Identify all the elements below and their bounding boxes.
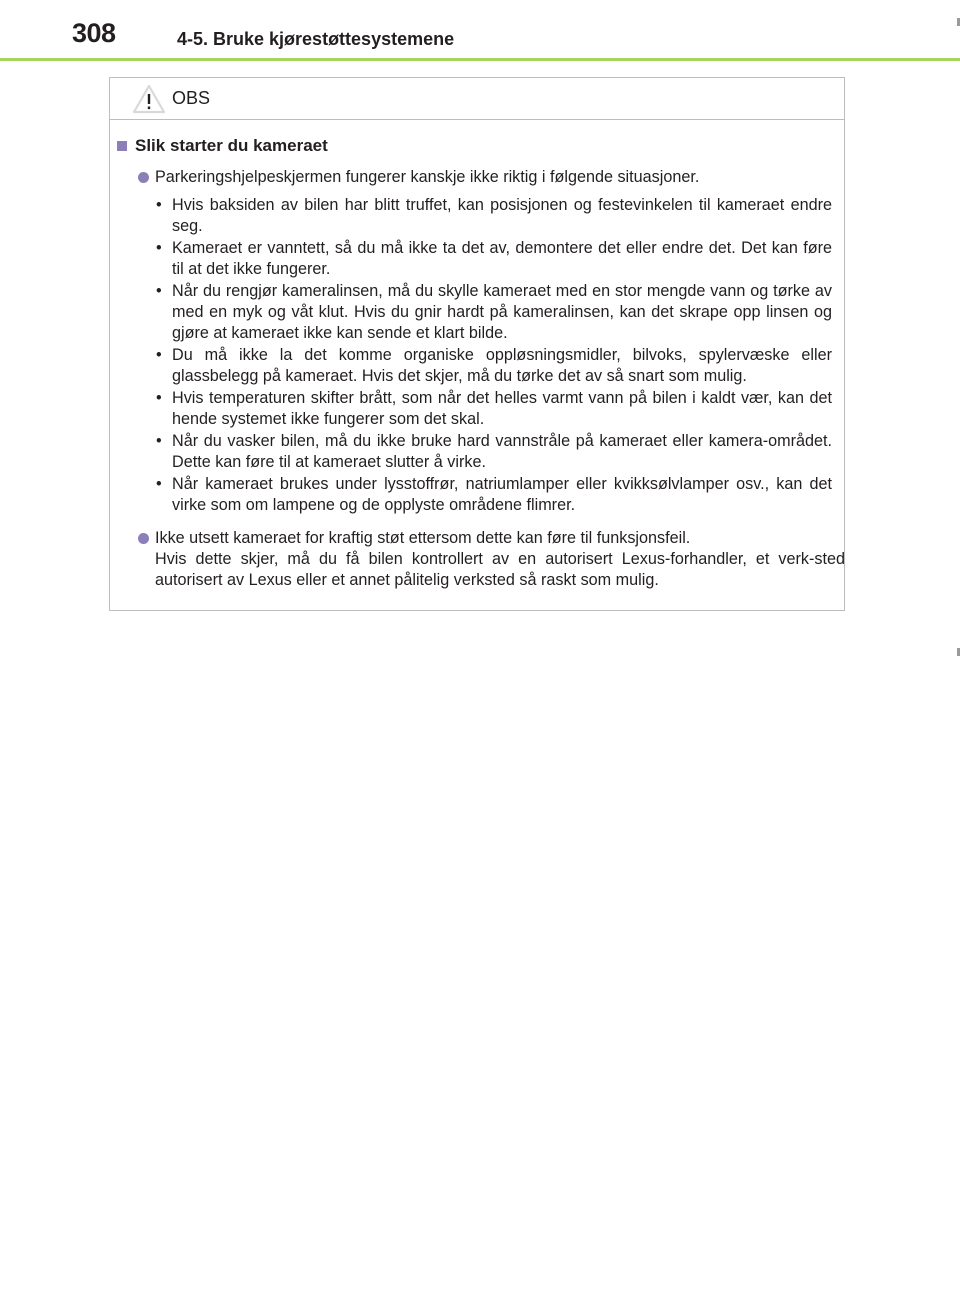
- final-paragraph-line1: Ikke utsett kameraet for kraftig støt ettersom dette kan føre til funksjonsfeil.: [155, 529, 691, 547]
- list-item: [152, 281, 832, 344]
- warning-triangle-icon: [132, 84, 166, 114]
- list-item-text: Når du rengjør kameralinsen, må du skylle kameraet med en stor mengde vann og tørke av med en myk og våt klut. Hvis du gnir hardt på kameralinsen, kan det skrape opp linsen og gjøre at kameraet ikke kan sende et klart bilde.: [172, 282, 832, 342]
- list-item: [152, 195, 832, 237]
- list-item: [152, 345, 832, 387]
- square-bullet-icon: [117, 141, 127, 151]
- page-header: [0, 0, 960, 62]
- caution-subheading: [116, 136, 328, 156]
- subheading-text: Slik starter du kameraet: [135, 136, 328, 155]
- final-paragraph: [155, 528, 845, 591]
- bullet-dot: •: [156, 346, 162, 364]
- list-item: [152, 388, 832, 430]
- section-title: 4-5. Bruke kjørestøttesystemene: [177, 29, 455, 49]
- list-item: [152, 474, 832, 516]
- caution-box: [109, 77, 845, 611]
- bullet-dot: •: [156, 282, 162, 300]
- intro-paragraph: Parkeringshjelpeskjermen fungerer kanskje ikke riktig i følgende situasjoner.: [155, 168, 700, 186]
- page-number: 308: [72, 18, 116, 48]
- list-item-text: Kameraet er vanntett, så du må ikke ta det av, demontere det eller endre det. Det kan føre til at det ikke fungerer.: [172, 239, 832, 278]
- list-item-text: Hvis temperaturen skifter brått, som når det helles varmt vann på bilen i kaldt vær, kan det hende systemet ikke fungerer som det skal.: [172, 389, 832, 428]
- list-item-text: Når du vasker bilen, må du ikke bruke hard vannstråle på kameraet eller kamera-området. Dette kan føre til at kameraet slutter å virke.: [172, 432, 832, 471]
- round-bullet-icon: [138, 533, 149, 544]
- caution-label: OBS: [172, 88, 211, 108]
- bullet-dot: •: [156, 196, 162, 214]
- list-item: [152, 431, 832, 473]
- bullet-dot: •: [156, 432, 162, 450]
- final-paragraph-line2: Hvis dette skjer, må du få bilen kontrollert av en autorisert Lexus-forhandler, et verk-sted autorisert av Lexus eller et annet pålitelig verksted så raskt som mulig.: [155, 550, 845, 589]
- list-item-text: Du må ikke la det komme organiske oppløsningsmidler, bilvoks, spylervæske eller glassbelegg på kameraet. Hvis det skjer, må du tørke det av så snart som mulig.: [172, 346, 832, 385]
- list-item: [152, 238, 832, 280]
- list-item-text: Hvis baksiden av bilen har blitt truffet, kan posisjonen og festevinkelen til kameraet endre seg.: [172, 196, 832, 235]
- round-bullet-icon: [138, 172, 149, 183]
- header-rule: [0, 58, 960, 61]
- situation-list: [152, 195, 832, 517]
- caution-header: [110, 78, 844, 120]
- bullet-dot: •: [156, 475, 162, 493]
- list-item-text: Når kameraet brukes under lysstoffrør, natriumlamper eller kvikksølvlamper osv., kan det virke som om lampene og de opplyste områdene flimrer.: [172, 475, 832, 514]
- bullet-dot: •: [156, 389, 162, 407]
- bullet-dot: •: [156, 239, 162, 257]
